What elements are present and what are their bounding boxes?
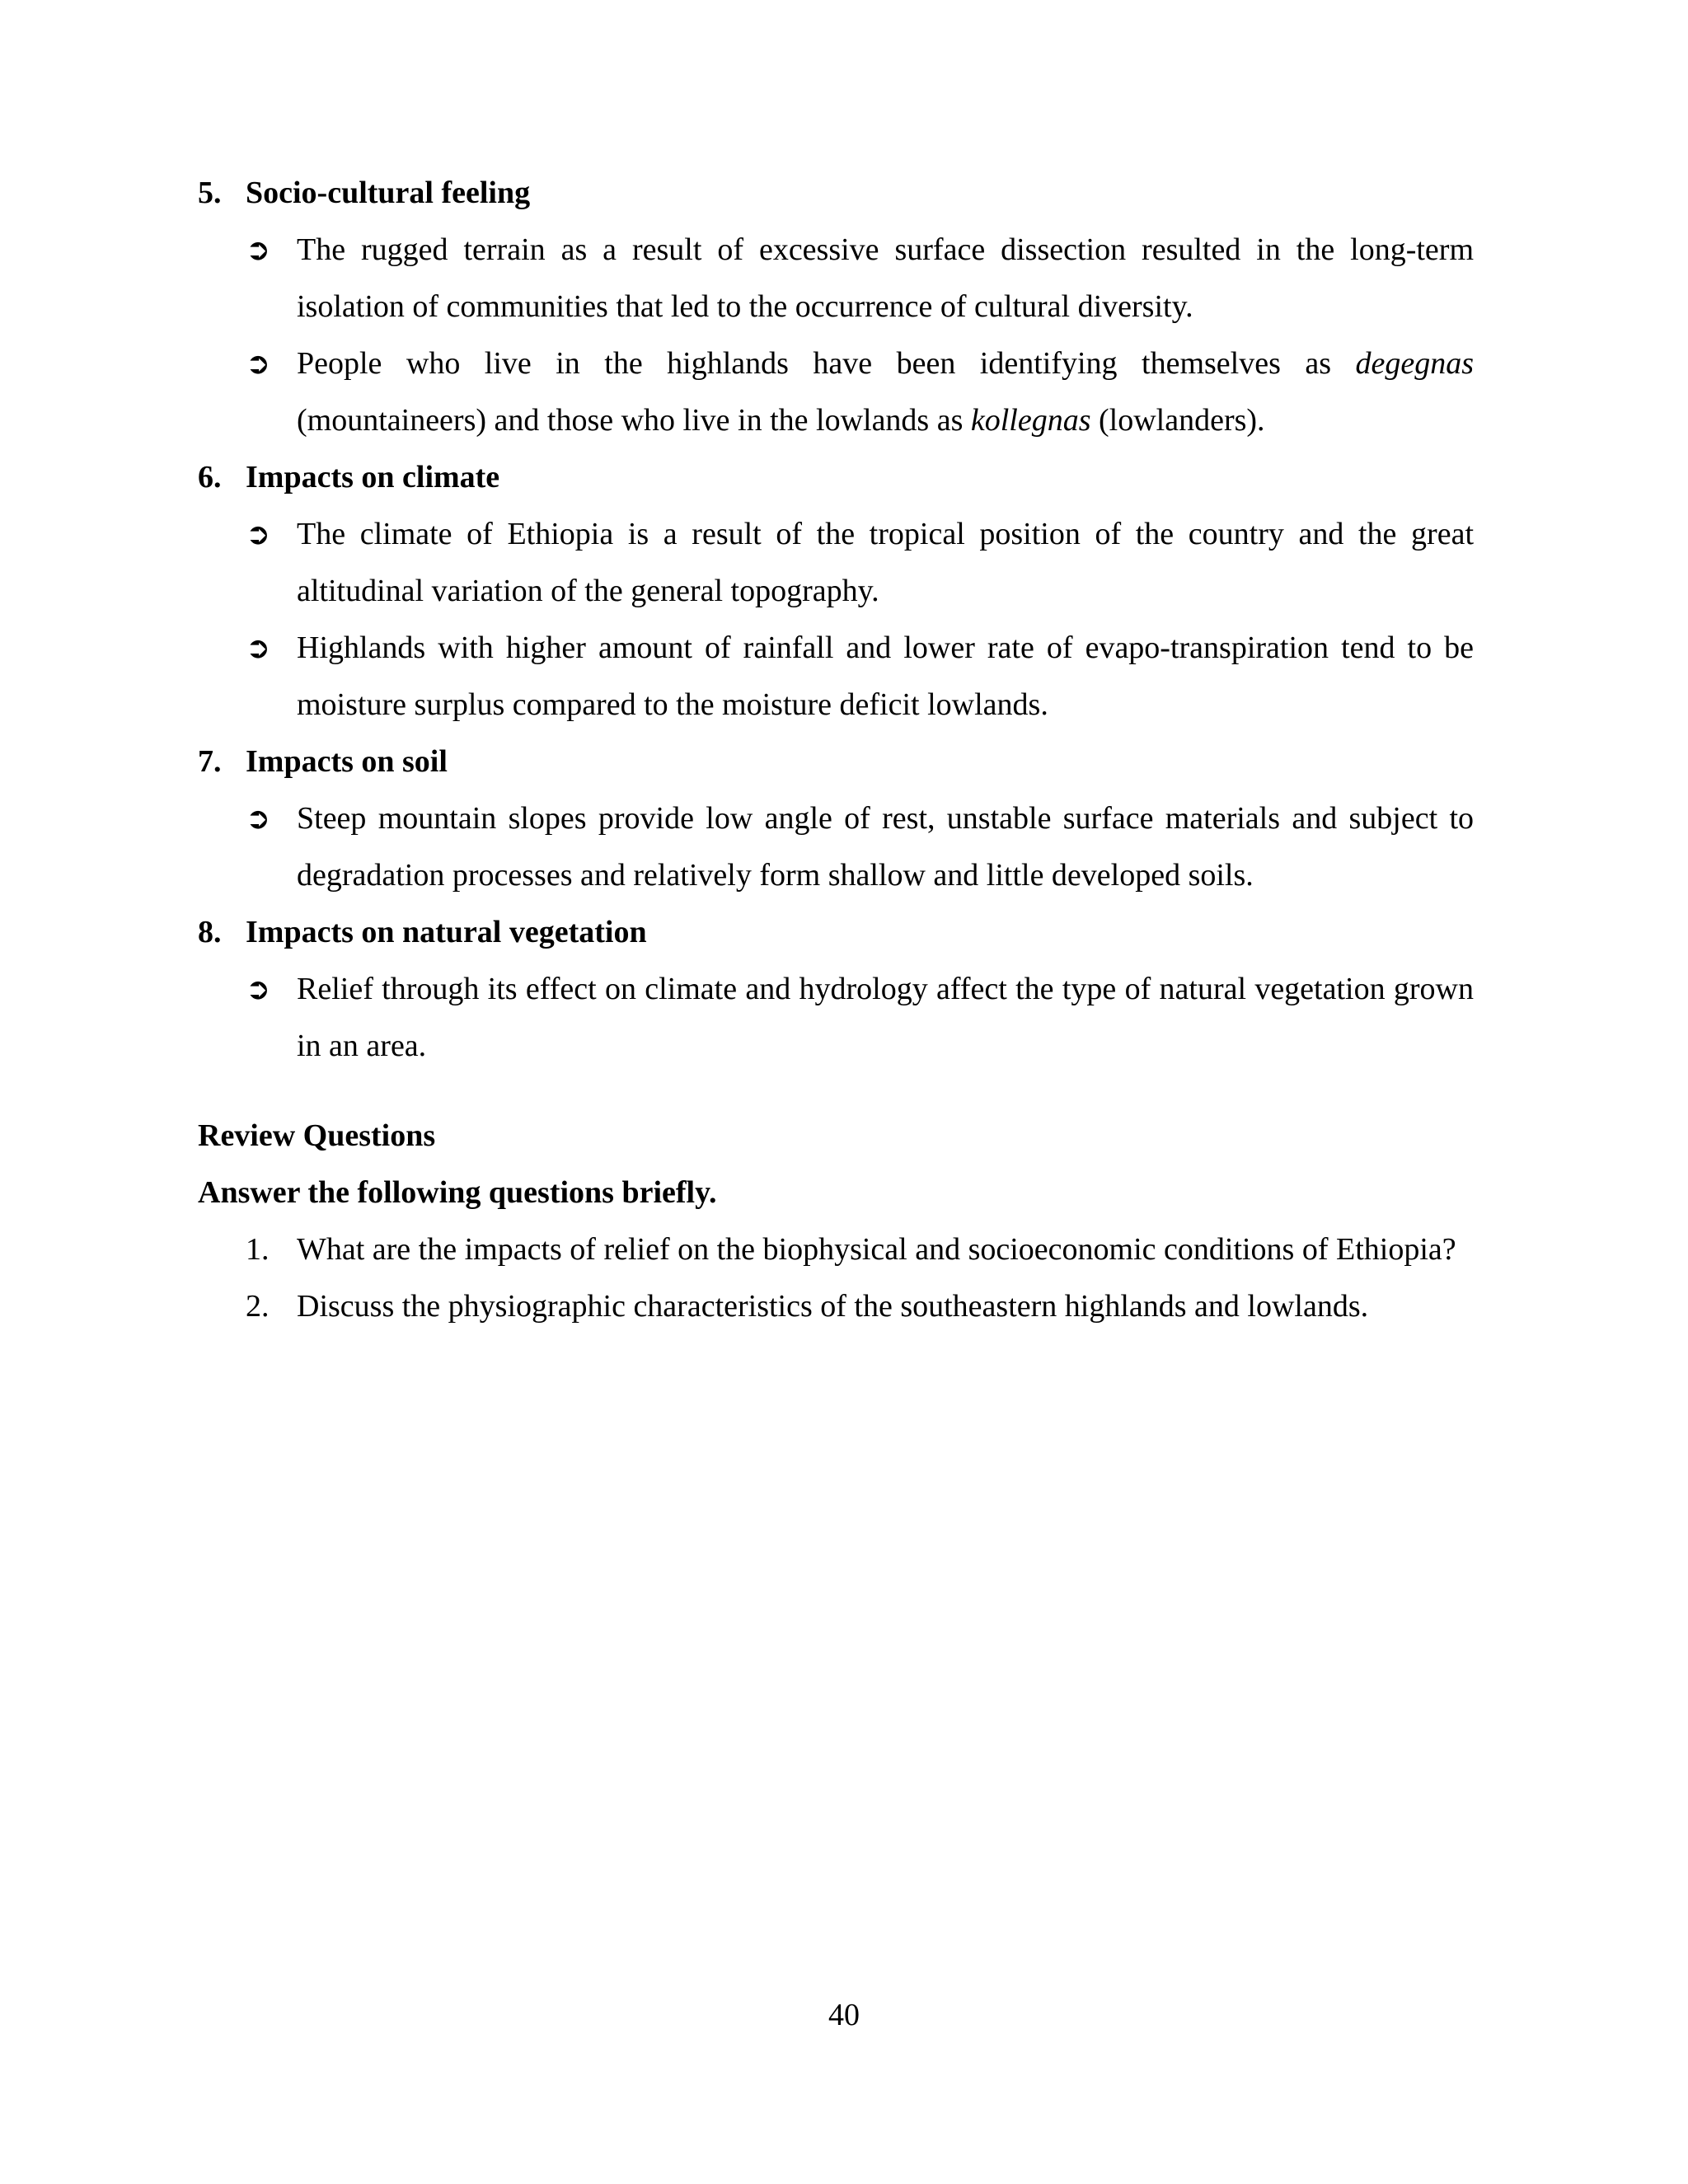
review-title: Review Questions [198,1118,436,1153]
bullet-item [246,335,1474,449]
bullet-text: Steep mountain slopes provide low angle of rest, unstable surface materials and subject to degradation processes and relatively form shallow and little developed soils. [297,801,1474,893]
arrow-bullet-icon: ➲ [246,631,271,665]
question-item [246,1278,1474,1335]
bullet-text: The climate of Ethiopia is a result of the tropical position of the country and the great altitudinal variation of the general topography. [297,517,1474,608]
section-number: 6. [198,460,222,494]
bullet-text [297,335,1474,449]
arrow-bullet-icon: ➲ [246,347,271,381]
page-number: 40 [828,1998,860,2032]
arrow-bullet-icon: ➲ [246,972,271,1006]
arrow-bullet-icon: ➲ [246,233,271,267]
bullet-text-part: (lowlanders). [1090,403,1265,438]
section-number: 8. [198,915,222,949]
bullet-text: Highlands with higher amount of rainfall and lower rate of evapo-transpiration tend to be moisture surplus compared to the moisture deficit lowlands. [297,630,1474,722]
question-number: 1. [246,1232,270,1267]
page-content [198,165,1474,1335]
section-heading [198,449,1474,506]
arrow-bullet-icon: ➲ [246,802,271,836]
question-text: What are the impacts of relief on the biophysical and socioeconomic conditions of Ethiopia? [297,1232,1456,1267]
italic-term: degegnas [1355,346,1474,381]
section-socio-cultural-feeling [198,165,1474,449]
section-impacts-on-soil [198,733,1474,904]
bullet-item [246,506,1474,620]
review-questions [198,1108,1474,1335]
section-title: Impacts on natural vegetation [246,915,647,949]
bullet-text-part: The rugged terrain as a result of excessive surface dissection resulted in the long-term isolation of communities that led to the occurrence of cultural diversity. [297,232,1474,324]
bullet-item [246,620,1474,733]
italic-term: kollegnas [970,403,1091,438]
arrow-bullet-icon: ➲ [246,518,271,551]
section-number: 5. [198,176,222,210]
bullet-item [246,790,1474,904]
bullet-item [246,961,1474,1075]
section-heading [198,165,1474,222]
bullet-item [246,222,1474,335]
question-text: Discuss the physiographic characteristics of the southeastern highlands and lowlands. [297,1289,1369,1324]
bullet-text-part: (mountaineers) and those who live in the lowlands as [297,403,971,438]
section-impacts-on-climate [198,449,1474,733]
bullet-text [297,222,1474,335]
section-number: 7. [198,744,222,779]
section-heading [198,904,1474,961]
review-instruction: Answer the following questions briefly. [198,1175,717,1210]
question-item [246,1221,1474,1278]
bullet-text-part: People who live in the highlands have been identifying themselves as [297,346,1356,381]
question-number: 2. [246,1289,270,1324]
section-heading [198,733,1474,790]
section-title: Impacts on climate [246,460,500,494]
section-title: Impacts on soil [246,744,448,779]
bullet-text: Relief through its effect on climate and hydrology affect the type of natural vegetation grown in an area. [297,972,1474,1063]
section-title: Socio-cultural feeling [246,176,531,210]
section-impacts-on-natural-vegetation [198,904,1474,1075]
